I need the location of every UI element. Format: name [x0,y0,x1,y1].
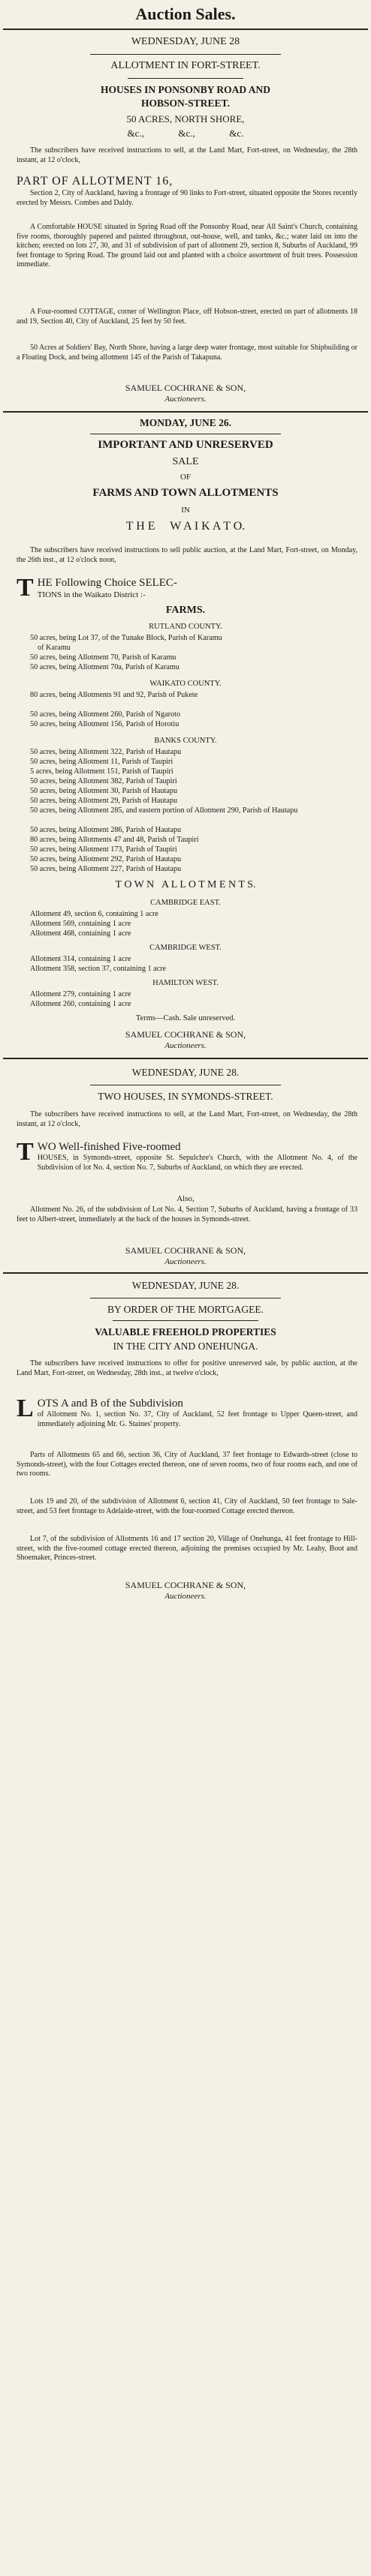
terms-note: Terms—Cash. Sale unreserved. [135,1014,236,1022]
ad-intro: The subscribers have received instructions to offer for positive unreserved sale, by public auction, at the Land Mart, Fort-street, on Wednesday, 28th inst., at twelve o'clock, [17,1359,357,1377]
divider [3,411,368,413]
ad-heading: VALUABLE FREEHOLD PROPERTIES [95,1326,276,1338]
list-item: 50 acres, being Allotment 11, Parish of Taupiri [30,758,173,766]
list-item: Allotment 279, containing 1 acre [30,990,131,998]
ad-paragraph: A Four-roomed COTTAGE, corner of Wellington Place, off Hobson-street, erected on part of allotments 18 and 19, Section 40, City of Auckland, 25 feet by 50 feet. [17,308,357,326]
list-item: 50 acres, being Allotment 156, Parish of Horotiu [30,720,179,728]
divider [3,1272,368,1274]
ad-paragraph: 50 Acres at Soldiers' Bay, North Shore, having a large deep water frontage, most suitable for Shipbuilding or a Floating Dock, and being allotment 145 of the Parish of Takapuna. [17,344,357,362]
list-item: 50 acres, being Allotment 29, Parish of Hautapu [30,797,178,805]
auctioneer-role: Auctioneers. [164,1592,207,1601]
ad-subheading: PART OF ALLOTMENT 16, [17,175,173,188]
list-item: 50 acres, being Allotment 285, and eastern portion of Allotment 290, Parish of Hautapu [30,806,298,815]
ad-heading: 50 ACRES, NORTH SHORE, [126,113,245,125]
auctioneer-name: SAMUEL COCHRANE & SON, [125,1245,246,1256]
list-item: Allotment 358, section 37, containing 1 acre [30,965,167,973]
town-heading: CAMBRIDGE WEST. [149,944,222,952]
ad-heading: FARMS AND TOWN ALLOTMENTS [92,487,279,499]
auctioneer-role: Auctioneers. [164,1257,207,1266]
main-item-body: of Allotment No. 1, section No. 37, City of Auckland, 52 feet frontage to Upper Queen-street, and immediately adjoining Mr. G. Staines' property. [37,1410,357,1428]
ad-intro: The subscribers have received instructions to sell public auction, at the Land Mart, Fort-street, on Monday, the 26th inst., at 12 o'clock noon, [17,546,357,564]
ad-heading: T H E W A I K A T O. [125,520,246,533]
list-item: 50 acres, being Lot 37, of the Tunake Block, Parish of Karamu [30,634,222,642]
list-item: Allotment 314, containing 1 acre [30,955,131,963]
ad-date: WEDNESDAY, JUNE 28. [131,1280,240,1291]
list-item: 5 acres, being Allotment 151, Parish of Taupiri [30,767,173,776]
ad-subheading: FARMS. [165,605,206,616]
ad-paragraph: Allotment No. 26, of the subdivision of Lot No. 4, Section 7, Suburbs of Auckland, having a frontage of 33 feet to Albert-street, immediately at the back of the houses in Symonds-street. [17,1205,357,1223]
list-item: 50 acres, being Allotment 292, Parish of Hautapu [30,855,182,863]
list-item: 50 acres, being Allotment 286, Parish of Hautapu [30,826,182,834]
list-item: of Karamu [38,644,71,652]
ad-heading: &c., &c., &c. [127,128,244,139]
list-item: 50 acres, being Allotment 260, Parish of Ngaroto [30,710,181,719]
auctioneer-role: Auctioneers. [164,395,207,404]
list-item: Allotment 49, section 6, containing 1 acre [30,910,158,918]
auctioneer-role: Auctioneers. [164,1041,207,1050]
list-item: 50 acres, being Allotment 173, Parish of Taupiri [30,845,177,854]
ad-subheading: T O W N A L L O T M E N T S. [115,879,256,890]
list-item: 80 acres, being Allotments 47 and 48, Parish of Taupiri [30,836,199,844]
ad-heading: TWO HOUSES, IN SYMONDS-STREET. [98,1091,273,1102]
ad-heading: HOBSON-STREET. [141,98,230,109]
also-label: Also, [176,1194,195,1203]
list-item: 50 acres, being Allotment 382, Parish of Taupiri [30,777,177,785]
ad-paragraph: A Comfortable HOUSE situated in Spring Road off the Ponsonby Road, near All Saint's Church, containing five rooms, thoroughly papered and painted throughout, out-house, well, and tanks, &c.; water laid on into the kitchen; erected on lots 27, 30, and 31 of subdivision of part of allotment 29, section 8, Suburbs of Auckland, 99 feet frontage to Spring Road. The ground laid out and planted with a choice assortment of fruit trees. Possession immediate. [17,223,357,269]
ad-heading: IN THE CITY AND ONEHUNGA. [113,1341,258,1352]
ad-date: MONDAY, JUNE 26. [139,417,231,428]
list-item: 50 acres, being Allotment 30, Parish of Hautapu [30,787,178,795]
ad-heading: HOUSES IN PONSONBY ROAD AND [100,84,271,95]
town-heading: HAMILTON WEST. [152,979,219,987]
ad-heading: SALE [172,456,199,467]
list-item: 50 acres, being Allotment 70, Parish of Karamu [30,653,176,662]
ad-heading: ALLOTMENT IN FORT-STREET. [110,60,261,71]
list-item: Allotment 569, containing 1 acre [30,920,131,928]
main-item-line: OTS A and B of the Subdivision [37,1398,183,1410]
ad-intro: The subscribers have received instructions to sell, at the Land Mart, Fort-street, on Wednesday, the 28th instant, at 12 o'clock, [17,1110,357,1128]
divider [3,1058,368,1059]
list-item: Allotment 260, containing 1 acre [30,1000,131,1008]
ad-paragraph: Lots 19 and 20, of the subdivision of Allotment 6, section 41, City of Auckland, 50 feet frontage to Sale-street, and 53 feet frontage to Adelaide-street, with the four-roomed Cottage erected thereon. [17,1497,357,1515]
main-item [17,1397,357,1429]
drop-cap: L [17,1395,34,1422]
county-heading: BANKS COUNTY. [154,737,217,745]
ad-paragraph: Section 2, City of Auckland, having a frontage of 90 links to Fort-street, situated opposite the Stores recently erected by Messrs. Combes and Daldy. [17,189,357,207]
list-item: 50 acres, being Allotment 227, Parish of Hautapu [30,865,182,873]
main-item [17,1140,357,1172]
ad-paragraph: Lot 7, of the subdivision of Allotments 16 and 17 section 20, Village of Onehunga, 41 feet frontage to Hill-street, with the five-roomed cottage erected thereon, adjoining the premises occupied by Mr. Leahy, Boot and Shoemaker, Princes-street. [17,1535,357,1562]
divider [90,1298,281,1299]
ad-intro: The subscribers have received instructions to sell, at the Land Mart, Fort-street, on Wednesday, the 28th instant, at 12 o'clock, [17,146,357,164]
divider [128,78,243,79]
list-item: 80 acres, being Allotments 91 and 92, Parish of Pukete [30,691,198,699]
list-item: 50 acres, being Allotment 322, Parish of Hautapu [30,748,182,756]
list-item: Allotment 468, containing 1 acre [30,929,131,938]
ad-heading: IMPORTANT AND UNRESERVED [98,439,273,451]
divider [90,54,281,55]
ad-paragraph: Parts of Allotments 65 and 66, section 36, City of Auckland, 37 feet frontage to Edwards-street (close to Symonds-street), with the four Cottages erected thereon, one of seven rooms, two of four rooms each, and one of two rooms. [17,1451,357,1478]
county-heading: RUTLAND COUNTY. [149,623,222,631]
main-item-body: HOUSES, in Symonds-street, opposite St. Sepulchre's Church, with the Allotment No. 4, of the Subdivision of lot No. 4, section No. 7, Suburbs of Auckland, on which they are erected. [37,1154,357,1172]
ad-date: WEDNESDAY, JUNE 28. [131,1067,240,1078]
choice-intro [17,576,357,600]
ad-heading: IN [181,506,190,515]
choice-line: TIONS in the Waikato District :- [37,590,146,599]
auctioneer-name: SAMUEL COCHRANE & SON, [125,1580,246,1590]
ad-heading: OF [179,473,192,482]
county-heading: WAIKATO COUNTY. [149,680,222,688]
auctioneer-name: SAMUEL COCHRANE & SON, [125,383,246,393]
main-item-line: WO Well-finished Five-roomed [37,1141,181,1153]
ad-date: WEDNESDAY, JUNE 28 [131,36,240,47]
section-title: Auction Sales. [135,5,236,23]
drop-cap: T [17,574,34,602]
drop-cap: T [17,1138,34,1166]
auctioneer-name: SAMUEL COCHRANE & SON, [125,1029,246,1040]
list-item: 50 acres, being Allotment 70a, Parish of Karamu [30,663,179,671]
ad-heading: BY ORDER OF THE MORTGAGEE. [107,1304,264,1315]
divider [113,1320,258,1321]
divider [3,29,368,30]
town-heading: CAMBRIDGE EAST. [150,899,221,907]
choice-line: HE Following Choice SELEC- [37,577,177,589]
